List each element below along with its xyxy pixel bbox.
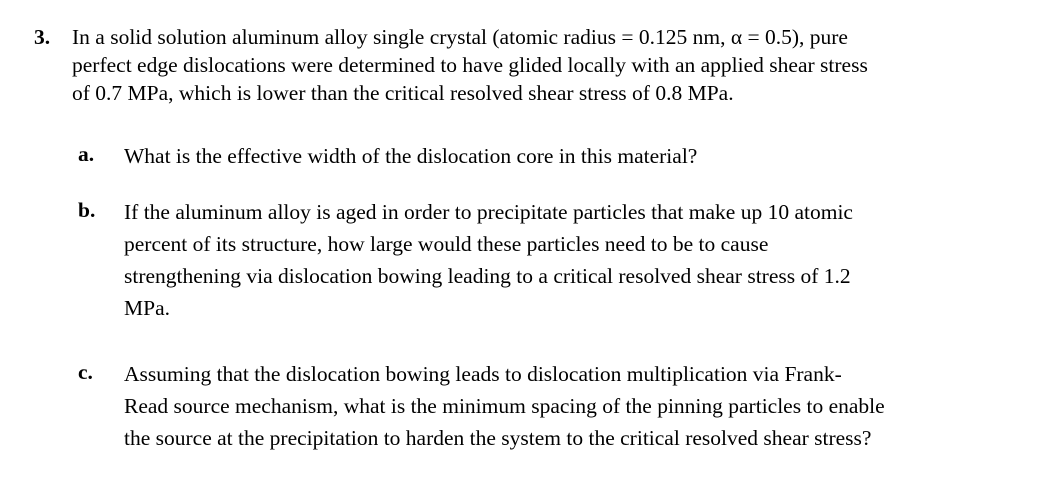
part-b-text — [124, 196, 1024, 324]
part-b-line: strengthening via dislocation bowing leading to a critical resolved shear stress of 1.2 — [124, 264, 851, 288]
question-stem — [72, 23, 1032, 107]
stem-line: of 0.7 MPa, which is lower than the critical resolved shear stress of 0.8 MPa. — [72, 81, 734, 105]
part-b-line: If the aluminum alloy is aged in order to precipitate particles that make up 10 atomic — [124, 200, 853, 224]
part-b-line: MPa. — [124, 296, 170, 320]
part-c-text — [124, 358, 1024, 454]
stem-line: perfect edge dislocations were determined to have glided locally with an applied shear stress — [72, 53, 868, 77]
part-c-line: the source at the precipitation to harden the system to the critical resolved shear stress? — [124, 426, 872, 450]
part-a-line: What is the effective width of the dislocation core in this material? — [124, 144, 698, 168]
stem-line: In a solid solution aluminum alloy single crystal (atomic radius = 0.125 nm, α = 0.5), pure — [72, 25, 848, 49]
part-a-text — [124, 140, 1024, 172]
part-c-letter: c. — [78, 360, 93, 384]
part-c-line: Assuming that the dislocation bowing leads to dislocation multiplication via Frank- — [124, 362, 842, 386]
question-number: 3. — [34, 25, 51, 49]
part-b-line: percent of its structure, how large would these particles need to be to cause — [124, 232, 769, 256]
part-b-letter: b. — [78, 198, 96, 222]
part-c-line: Read source mechanism, what is the minimum spacing of the pinning particles to enable — [124, 394, 885, 418]
part-a-letter: a. — [78, 142, 95, 166]
